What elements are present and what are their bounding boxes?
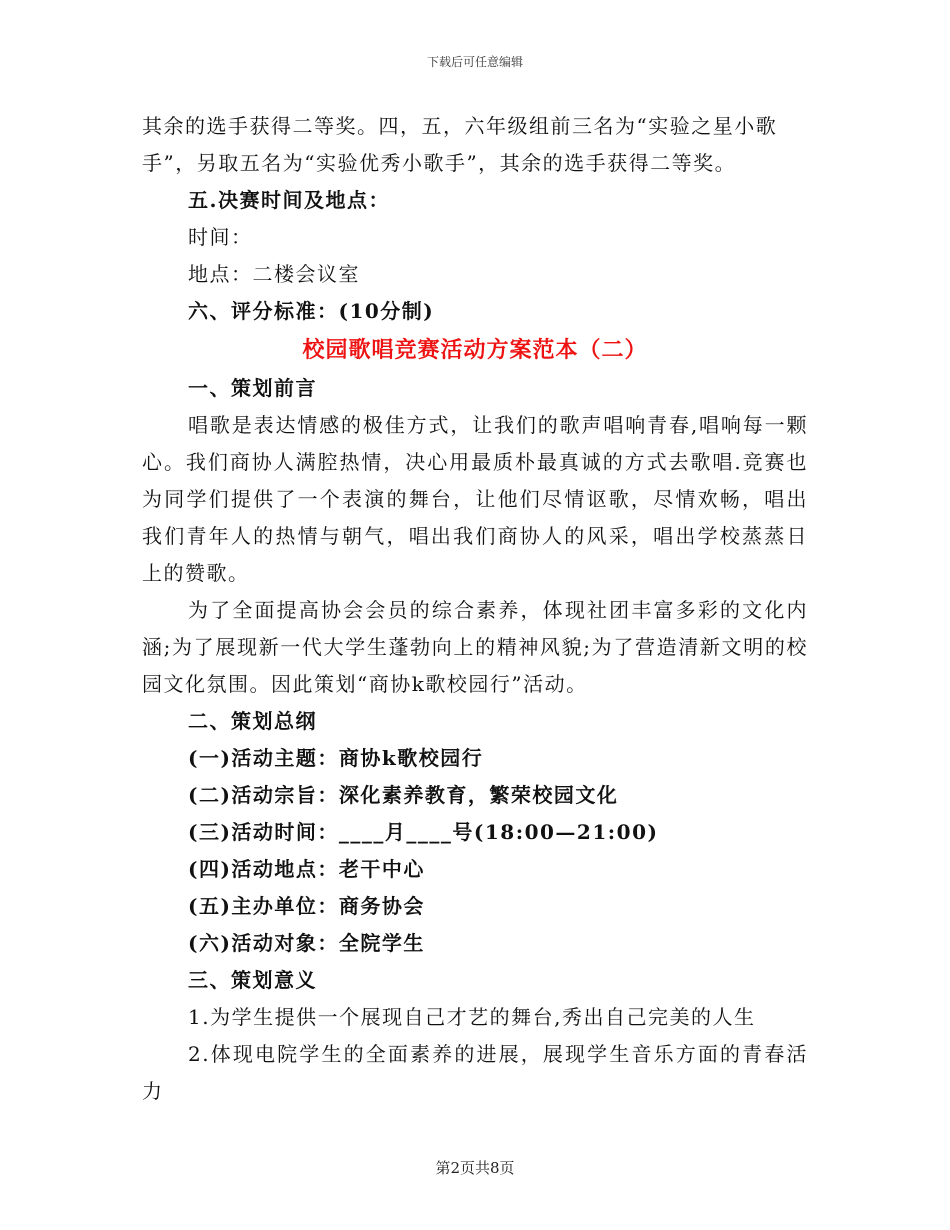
section-heading-2: 二、策划总纲 xyxy=(188,709,317,733)
section-heading-1: 一、策划前言 xyxy=(188,376,317,400)
time-line: 时间： xyxy=(188,225,253,249)
list-item: (三)活动时间：____月____号(18:00—21:00) xyxy=(188,820,659,844)
page-content xyxy=(142,108,808,1110)
section-heading-5: 五.决赛时间及地点： xyxy=(188,188,390,212)
page-number: 第2页共8页 xyxy=(435,1159,515,1177)
list-item: (五)主办单位：商务协会 xyxy=(188,894,425,918)
section-heading-3: 三、策划意义 xyxy=(188,968,317,992)
list-item: 1.为学生提供一个展现自己才艺的舞台,秀出自己完美的人生 xyxy=(188,1005,756,1029)
section-heading-6: 六、评分标准：(10分制) xyxy=(188,299,435,323)
list-item: 2.体现电院学生的全面素养的进展，展现学生音乐方面的青春活力 xyxy=(142,1042,808,1103)
header-note: 下载后可任意编辑 xyxy=(426,55,523,69)
place-line: 地点：二楼会议室 xyxy=(188,262,360,286)
paragraph: 为了全面提高协会会员的综合素养，体现社团丰富多彩的文化内涵;为了展现新一代大学生蓬勃向上的精神风貌;为了营造清新文明的校园文化氛围。因此策划“商协k歌校园行”活动。 xyxy=(142,598,808,696)
list-item: (四)活动地点：老干中心 xyxy=(188,857,425,881)
list-item: (六)活动对象：全院学生 xyxy=(188,931,425,955)
document-title: 校园歌唱竞赛活动方案范本（二） xyxy=(302,337,648,363)
paragraph: 唱歌是表达情感的极佳方式，让我们的歌声唱响青春,唱响每一颗心。我们商协人满腔热情，决心用最质朴最真诚的方式去歌唱.竞赛也为同学们提供了一个表演的舞台，让他们尽情讴歌，尽情欢畅，唱出我们青年人的热情与朝气，唱出我们商协人的风采，唱出学校蒸蒸日上的赞歌。 xyxy=(142,413,808,585)
list-item: (一)活动主题：商协k歌校园行 xyxy=(188,746,484,770)
text-line: 手”，另取五名为“实验优秀小歌手”，其余的选手获得二等奖。 xyxy=(142,151,737,175)
text-line: 其余的选手获得二等奖。四，五，六年级组前三名为“实验之星小歌 xyxy=(142,114,778,138)
list-item: (二)活动宗旨：深化素养教育，繁荣校园文化 xyxy=(188,783,619,807)
